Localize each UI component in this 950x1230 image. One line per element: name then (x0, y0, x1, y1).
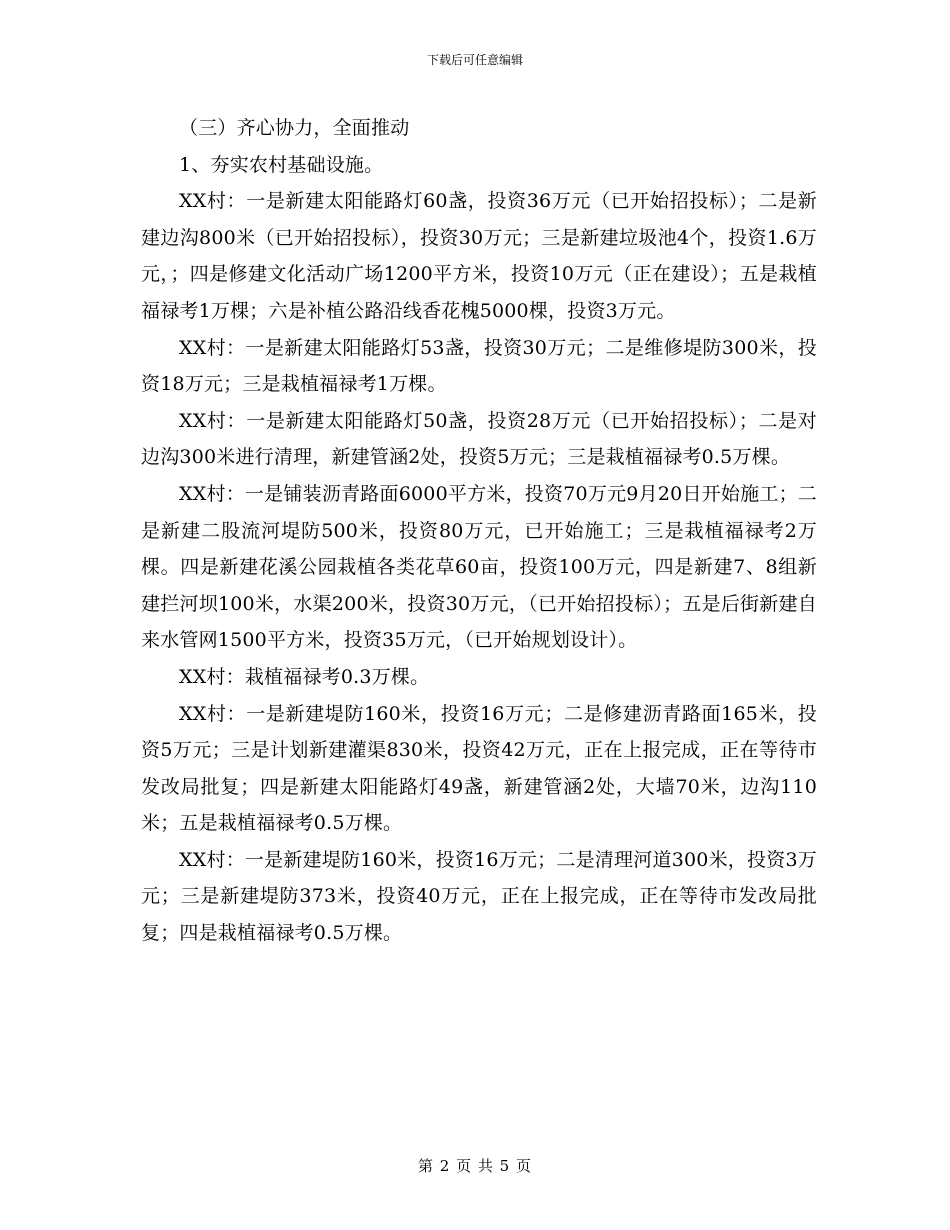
subsection-heading: 1、夯实农村基础设施。 (179, 153, 384, 176)
body-paragraph: XX村：一是新建太阳能路灯53盏，投资30万元；二是维修堤防300米，投资18万元；三是栽植福禄考1万棵。 (141, 336, 817, 396)
body-paragraph: XX村：一是新建太阳能路灯60盏，投资36万元（已开始招投标）；二是新建边沟800米（已开始招投标），投资30万元；三是新建垃圾池4个，投资1.6万元，；四是修建文化活动广场1200平方米，投资10万元（正在建设）；五是栽植福禄考1万棵；六是补植公路沿线香花槐5000棵，投资3万元。 (141, 190, 817, 322)
body-paragraph: XX村：一是新建太阳能路灯50盏，投资28万元（已开始招投标）；二是对边沟300米进行清理，新建管涵2处，投资5万元；三是栽植福禄考0.5万棵。 (141, 409, 817, 469)
body-paragraph: XX村：一是新建堤防160米，投资16万元；二是修建沥青路面165米，投资5万元；三是计划新建灌渠830米，投资42万元，正在上报完成，正在等待市发改局批复；四是新建太阳能路灯49盏，新建管涵2处，大墙70米，边沟110米；五是栽植福禄考0.5万棵。 (141, 702, 817, 835)
body-paragraph: XX村：一是新建堤防160米，投资16万元；二是清理河道300米，投资3万元；三是新建堤防373米，投资40万元，正在上报完成，正在等待市发改局批复；四是栽植福禄考0.5万棵。 (141, 848, 817, 945)
section-heading: （三）齐心协力，全面推动 (179, 117, 410, 139)
body-paragraph: XX村：一是铺装沥青路面6000平方米，投资70万元9月20日开始施工；二是新建二股流河堤防500米，投资80万元，已开始施工；三是栽植福禄考2万棵。四是新建花溪公园栽植各类花草60亩，投资100万元，四是新建7、8组新建拦河坝100米，水渠200米，投资30万元，（已开始招投标）；五是后街新建自来水管网1500平方米，投资35万元，（已开始规划设计）。 (141, 482, 817, 652)
page-footer: 第 2 页 共 5 页 (418, 1157, 532, 1175)
document-body (141, 110, 817, 952)
body-paragraph: XX村：栽植福禄考0.3万棵。 (179, 665, 430, 688)
page-header: 下载后可任意编辑 (426, 53, 523, 67)
